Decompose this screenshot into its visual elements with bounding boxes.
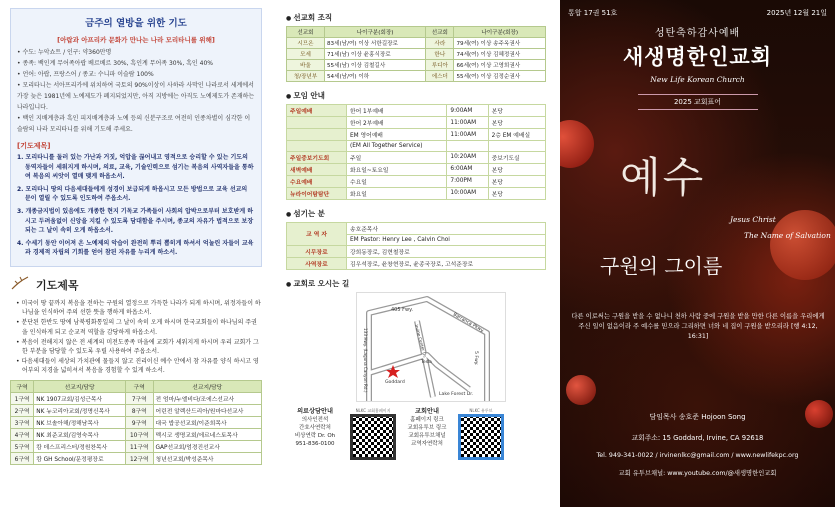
org-table	[286, 26, 546, 82]
cover-panel	[560, 0, 835, 507]
cell: 사라	[426, 38, 454, 49]
cell: 새벽예배	[287, 163, 347, 175]
col-header: 선교지/담당	[34, 380, 126, 392]
table-row	[287, 222, 546, 234]
cell: NK 1907교회/김성근목사	[34, 392, 126, 404]
cell: 사역장로	[287, 257, 347, 269]
cell: 본당	[488, 187, 545, 199]
cell: 8구역	[126, 404, 154, 416]
col-header: 구역	[11, 380, 34, 392]
table-header-row	[287, 27, 546, 38]
cell: 캄 데스프리스터/정원찬목사	[34, 440, 126, 452]
pastor-line: 담임목사 송호준 Hojoon Song	[649, 413, 746, 421]
cell: 12구역	[126, 452, 154, 464]
cell: 74세(여) 이상 김혜정권사	[454, 49, 546, 60]
motto-en-line: The Name of Salvation	[744, 231, 831, 240]
cell: 10구역	[126, 428, 154, 440]
fact-item: • 모리타니는 서아프리카에 위치하여 국토의 90%이상이 사하라 사막인 나라로서 세계에서 가장 늦은 1981년에 노예제도가 폐지되었지만, 아직 지방에는 아직도 노예제도가 존재하는 나라입니다.	[17, 80, 255, 113]
edu-line: 교회유투브 링크	[407, 424, 447, 431]
cell: 한나	[426, 49, 454, 60]
district-table	[10, 380, 262, 465]
pray-item: • 미국이 땅 끝까지 복음을 전하는 구원의 열정으로 가득한 나라가 되게 하시며, 위정자들이 하나님을 인식하여 주의 선한 뜻을 행하게 하옵소서.	[16, 299, 262, 317]
cell: 4구역	[11, 428, 34, 440]
cell: 수요예배	[287, 175, 347, 187]
pray-item: • 분단된 한반도 땅에 남북평화통일의 그 날이 속히 오게 하시며 한국교회들이 하나님의 주권을 인식하게 되고 순교적 역할을 감당하게 하옵소서.	[16, 318, 262, 336]
cell: 6:00AM	[447, 163, 488, 175]
cell: 5구역	[11, 440, 34, 452]
street-label: Tesla	[421, 359, 432, 365]
cell: 김우석장로, 윤창현장로, 윤종국장로, 고석준장로	[347, 257, 546, 269]
street-label: 133 Hwy. (Laguna Canyon Rd.)	[363, 327, 368, 393]
cell: 본당	[488, 163, 545, 175]
scripture-verse: 다른 이로써는 구원을 받을 수 없나니 천하 사람 중에 구원을 받을 만한 다른 이름을 우리에게 주신 일이 없음이라 주 예수를 믿으라 그리하면 너와 네 집이 구원을 받으리라 [행 4:12, 16:31]	[571, 313, 825, 340]
street-label: 405 Fwy.	[391, 306, 413, 313]
cell: 한어 1부예배	[347, 105, 447, 117]
topic-item: 1. 모리타니를 둘러 있는 가난과 거짓, 억압을 끊어내고 영적으로 승리할 수 있는 기도의 동역자들이 세워지게 하시며, 의료, 교육, 기술인력으로 섬기는 복음의 사역자들을 통하여 복음의 씨앗이 열매 맺게 하옵소서.	[17, 154, 254, 181]
prayer-topics	[17, 153, 255, 258]
qr-caption: NLKC 유투브	[469, 407, 493, 413]
table-row	[287, 151, 546, 163]
cell: 강희동장로, 김현철장로	[347, 245, 546, 257]
org-title: ● 선교회 조직	[286, 12, 546, 23]
country-facts	[17, 47, 255, 135]
table-row	[11, 452, 262, 464]
cell: 11구역	[126, 440, 154, 452]
fact-item: • 언어: 아랍, 프랑스어 / 종교: 수니파 이슬람 100%	[17, 69, 255, 80]
cell: 9구역	[126, 416, 154, 428]
cell: 11:00AM	[447, 129, 488, 141]
motto-label: 2025 교회표어	[638, 94, 758, 110]
cell: 10:20AM	[447, 151, 488, 163]
cell: 바울	[287, 60, 325, 71]
cell: EM 영어예배	[347, 129, 447, 141]
cell: 시무장로	[287, 245, 347, 257]
contact-row	[286, 408, 546, 460]
cell: 본당	[488, 105, 545, 117]
motto-main: 예수	[620, 153, 706, 202]
cell: GAP선교회/엄경진선교사	[153, 440, 261, 452]
cell: 2구역	[11, 404, 34, 416]
map-drawing	[357, 293, 507, 403]
cell: 1구역	[11, 392, 34, 404]
issue-number: 통합 17권 51호	[568, 9, 618, 17]
address-line: 교회주소: 15 Goddard, Irvine, CA 92618	[631, 434, 764, 442]
speakers-table	[286, 222, 546, 270]
table-row	[287, 71, 546, 82]
cell: EM Pastor: Henry Lee , Calvin Choi	[347, 234, 546, 245]
table-row	[11, 440, 262, 452]
church-name-en: New Life Korean Church	[650, 75, 745, 84]
street-label: Irvine Center Dr.	[414, 323, 428, 359]
qr-homepage[interactable]	[350, 408, 396, 460]
cell: 루디아	[426, 60, 454, 71]
cell	[287, 141, 347, 152]
col-header: 선교지/담당	[153, 380, 261, 392]
table-row	[287, 175, 546, 187]
cell: 10:00AM	[447, 187, 488, 199]
cell: 대국 밥공선교회/이준희목사	[153, 416, 261, 428]
table-row	[287, 245, 546, 257]
table-row	[287, 105, 546, 117]
cell	[488, 141, 545, 152]
cell: 송호준목사	[347, 222, 546, 234]
topic-item: 3. 개종금지법이 있음에도 개종한 현지 기독교 가족들이 사회의 압박으로부터 보호받게 하시고 두려움없이 신앙을 지킬 수 있도록 담대함을 주시며, 종교의 자유가 법적으로 보장되는 그 날이 속히 오게 하옵소서.	[17, 207, 254, 235]
contact-line[interactable]: Tel. 949-341-0022 / irvinenlkc@gmail.com / www.newlifekpc.org	[596, 452, 799, 459]
cell: 화요일~토요일	[347, 163, 447, 175]
ornament-icon	[566, 375, 596, 405]
pray-list	[10, 299, 262, 376]
medical-line: 의사인전석	[301, 416, 329, 423]
street-label: 5 Fwy.	[473, 350, 478, 365]
fact-item: • 종족: 백인계 무어족아랍 베르베르 30%, 흑인계 무어족 30%, 흑인 40%	[17, 58, 255, 69]
cell: 주일예배	[287, 105, 347, 117]
issue-date: 2025년 12월 21일	[766, 9, 827, 17]
col-header: 선교회	[287, 27, 325, 38]
qr-code-icon	[350, 414, 396, 460]
topic-item: 4. 수세기 동안 이어져 온 노예제의 악습이 완전히 뿌리 뽑히게 하셔서 억눌린 자들이 교육과 경제적 자립의 기회를 얻어 참된 자유를 누리게 하소서.	[17, 239, 254, 257]
table-row	[287, 38, 546, 49]
table-row	[11, 428, 262, 440]
info-panel	[280, 0, 552, 507]
table-row	[11, 416, 262, 428]
pray-title: 기도제목	[36, 278, 79, 292]
map-title: ● 교회로 오시는 길	[286, 278, 546, 289]
cell: 화요일	[347, 187, 447, 199]
church-name: 새생명한인교회	[622, 45, 772, 69]
col-header: 나이구분(회장)	[324, 27, 425, 38]
cell	[287, 129, 347, 141]
qr-code-icon	[458, 414, 504, 460]
cell: 청년선교회/박성준목사	[153, 452, 261, 464]
cell: 중보기도실	[488, 151, 545, 163]
cell: 수요일	[347, 175, 447, 187]
table-row	[287, 117, 546, 129]
topic-item: 2. 모리타니 땅의 다음세대들에게 성경이 보급되게 하옵시고 모든 방법으로 교육 선교의 문이 열릴 수 있도록 인도하여 주옵소서.	[17, 185, 248, 203]
motto-en-line: Jesus Christ	[730, 215, 776, 224]
cell: 어린전 알렉산드리아/원마다선교사	[153, 404, 261, 416]
cell: 66세(여) 이상 고영희권사	[454, 60, 546, 71]
cell: 캄 GH School/문정평장로	[34, 452, 126, 464]
edu-line: 홈페이지 링크	[410, 416, 444, 423]
pray-header	[10, 275, 262, 295]
table-row	[287, 49, 546, 60]
medical-info	[286, 408, 344, 448]
cell: 7구역	[126, 392, 154, 404]
cell: 71세(남) 이상 윤홍식장로	[324, 49, 425, 60]
col-header: 나이구분(회장)	[454, 27, 546, 38]
edu-title: 교회안내	[415, 407, 439, 415]
street-label: Goddard	[385, 379, 405, 385]
cover-header	[560, 0, 835, 18]
youtube-link[interactable]: 교회 유투브채널: www.youtube.com/@새생명한인교회	[618, 470, 777, 477]
cell: 주일중보기도회	[287, 151, 347, 163]
cell: 79세(여) 이상 송주옥권사	[454, 38, 546, 49]
cell: 뉴라이어탐탐단	[287, 187, 347, 199]
cell: 교 역 자	[287, 222, 347, 245]
edu-line: 교회유투브채널	[408, 432, 446, 439]
cell: 9:00AM	[447, 105, 488, 117]
speakers-title: ● 섬기는 분	[286, 208, 546, 219]
cell: 모세	[287, 49, 325, 60]
medical-line: 간호사연락처	[299, 424, 331, 431]
edu-line: 교역자연락처	[411, 440, 443, 447]
cell	[287, 117, 347, 129]
cell: 본당	[488, 117, 545, 129]
nations-prayer-box	[10, 8, 262, 267]
col-header: 구역	[126, 380, 154, 392]
cell: 본당	[488, 175, 545, 187]
qr-caption: NLKC 교회홈페이지	[355, 407, 391, 413]
table-row	[11, 404, 262, 416]
worship-title: ● 모임 안내	[286, 90, 546, 101]
table-row	[287, 163, 546, 175]
street-label: Lake Forest Dr.	[439, 391, 474, 397]
fact-item: • 백인 지배계층과 흑인 피지배계층과 노예 등의 신분구조로 여전히 인종차별이 심각한 이슬람의 나라 모리타니를 위해 기도해 주세요.	[17, 113, 255, 135]
cell: 55세(남) 이상 김철길사	[324, 60, 425, 71]
cell: 청/장년부	[287, 71, 325, 82]
cell: 11:00AM	[447, 117, 488, 129]
cell: 83세(남/여) 이상 서한길장로	[324, 38, 425, 49]
medical-line: 비상연락 Dr. Oh	[294, 432, 336, 439]
pray-item: • 다음세대들이 세상의 가치관에 물들지 않고 진리이신 예수 안에서 참 자유를 양식 하시고 영어부의 지경을 넓히셔서 복음을 경험할 수 있게 하소서.	[16, 357, 262, 375]
cell: NK 최준교회/김영숙목사	[34, 428, 126, 440]
branch-icon	[10, 275, 30, 295]
topics-label: [기도제목]	[17, 142, 51, 150]
cell: (EM All Together Service)	[347, 141, 447, 152]
table-header-row	[11, 380, 262, 392]
cell: 한어 2부예배	[347, 117, 447, 129]
table-row	[287, 187, 546, 199]
col-header: 선교회	[426, 27, 454, 38]
service-name: 성탄축하감사예배	[654, 28, 741, 39]
pray-item: • 복음이 전해지지 않은 전 세계의 미전도종족 마을에 교회가 세워지게 하시며 우리 교회가 그 한 부분을 담당할 수 있도록 우릴 사용하여 주옵소서.	[16, 338, 262, 356]
cell: 55세(여) 이상 김정순권사	[454, 71, 546, 82]
cell: 7:00PM	[447, 175, 488, 187]
cell: 6구역	[11, 452, 34, 464]
medical-title: 의료상담안내	[297, 407, 333, 415]
table-row	[287, 129, 546, 141]
cell: 전 엄마/누엘비다/조에스선교사	[153, 392, 261, 404]
ornament-icon	[560, 120, 594, 168]
cell: 멕시코 생명교회/에르네스토목사	[153, 428, 261, 440]
table-row	[287, 60, 546, 71]
cell: 에스더	[426, 71, 454, 82]
table-row	[11, 392, 262, 404]
fact-item: • 수도: 누악쇼트 / 인구: 약360만명	[17, 47, 255, 58]
table-row	[287, 141, 546, 152]
table-row	[287, 257, 546, 269]
directions-map	[356, 292, 506, 402]
street-label: Barranca Pkwy.	[452, 311, 485, 334]
cell: 54세(남/여) 이하	[324, 71, 425, 82]
cell: 주일	[347, 151, 447, 163]
prayer-subtitle: [아랍과 아프리카 문화가 만나는 나라 모리타니를 위해]	[57, 36, 215, 44]
qr-youtube[interactable]	[458, 408, 504, 460]
cell	[447, 141, 488, 152]
prayer-title: 금주의 열방을 위한 기도	[85, 18, 187, 29]
edu-info	[402, 408, 452, 448]
cell: NK 뉴코리아교회/정명신목사	[34, 404, 126, 416]
cell: 2층 EM 예배실	[488, 129, 545, 141]
motto-sub: 구원의 그이름	[600, 254, 723, 278]
cell: NK 브솔아해/정해남목사	[34, 416, 126, 428]
worship-table	[286, 104, 546, 200]
cell: 3구역	[11, 416, 34, 428]
prayer-panel	[0, 0, 272, 507]
motto-english	[730, 212, 831, 244]
cell: 시므온	[287, 38, 325, 49]
medical-line: 951-836-0100	[295, 440, 335, 447]
